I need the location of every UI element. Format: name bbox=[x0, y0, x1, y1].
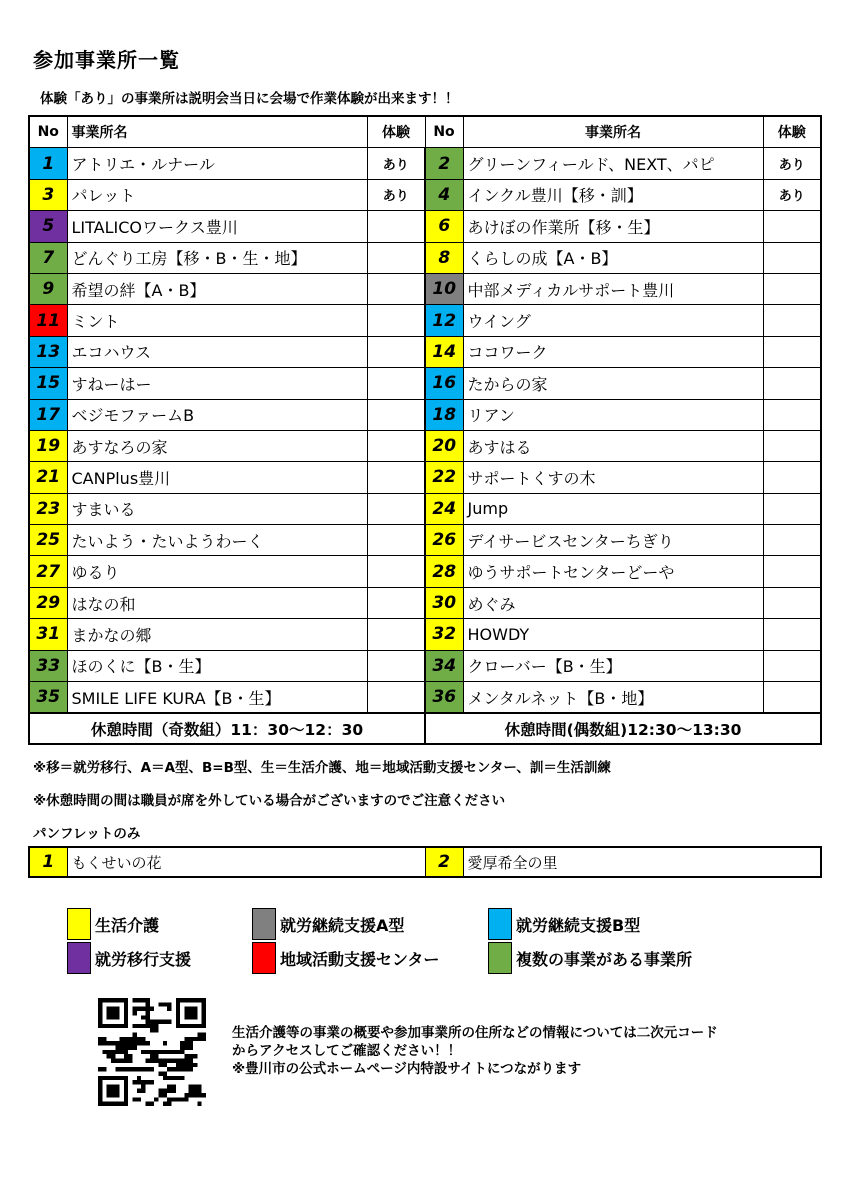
facility-name: CANPlus豊川 bbox=[67, 462, 367, 493]
facility-number: 14 bbox=[425, 336, 463, 367]
facility-name: たいよう・たいようわーく bbox=[67, 525, 367, 556]
facility-name: あけぼの作業所【移・生】 bbox=[463, 211, 763, 242]
facility-name: HOWDY bbox=[463, 619, 763, 650]
facility-name: たからの家 bbox=[463, 368, 763, 399]
facility-name: リアン bbox=[463, 399, 763, 430]
legend-swatch bbox=[488, 942, 512, 974]
experience-flag bbox=[367, 336, 425, 367]
legend-label: 就労継続支援B型 bbox=[516, 915, 641, 935]
experience-flag bbox=[367, 619, 425, 650]
experience-flag bbox=[763, 242, 821, 273]
legend-swatch bbox=[67, 908, 91, 940]
facility-number: 7 bbox=[29, 242, 67, 273]
experience-flag bbox=[367, 556, 425, 587]
facility-name: ベジモファームB bbox=[67, 399, 367, 430]
experience-flag bbox=[763, 368, 821, 399]
legend-item bbox=[488, 908, 640, 940]
pamphlet-number: 1 bbox=[29, 847, 67, 877]
table-row bbox=[29, 211, 821, 242]
pamphlet-table bbox=[28, 846, 822, 878]
break-note: ※休憩時間の間は職員が席を外している場合がございますのでご注意ください bbox=[33, 793, 506, 809]
header-no: No bbox=[425, 116, 463, 148]
facility-number: 8 bbox=[425, 242, 463, 273]
legend-item bbox=[67, 942, 191, 974]
facility-number: 28 bbox=[425, 556, 463, 587]
experience-flag bbox=[367, 525, 425, 556]
legend-swatch bbox=[67, 942, 91, 974]
legend-item bbox=[488, 942, 692, 974]
pamphlet-facility-name: もくせいの花 bbox=[67, 847, 425, 877]
break-time-row bbox=[29, 713, 821, 744]
facility-number: 13 bbox=[29, 336, 67, 367]
facility-name: アトリエ・ルナール bbox=[67, 148, 367, 179]
table-row bbox=[29, 556, 821, 587]
facility-name: どんぐり工房【移・B・生・地】 bbox=[67, 242, 367, 273]
legend-item bbox=[67, 908, 159, 940]
facility-number: 16 bbox=[425, 368, 463, 399]
facility-number: 21 bbox=[29, 462, 67, 493]
experience-flag bbox=[367, 650, 425, 681]
pamphlet-only-title: パンフレットのみ bbox=[33, 826, 141, 842]
pamphlet-facility-name: 愛厚希全の里 bbox=[463, 847, 821, 877]
facility-number: 19 bbox=[29, 430, 67, 461]
facility-number: 26 bbox=[425, 525, 463, 556]
facility-number: 20 bbox=[425, 430, 463, 461]
experience-flag bbox=[367, 305, 425, 336]
facility-number: 31 bbox=[29, 619, 67, 650]
experience-flag bbox=[367, 399, 425, 430]
facility-name: あすはる bbox=[463, 430, 763, 461]
facility-number: 22 bbox=[425, 462, 463, 493]
facility-number: 32 bbox=[425, 619, 463, 650]
legend-label: 生活介護 bbox=[95, 915, 160, 935]
experience-flag bbox=[367, 682, 425, 714]
facility-name: SMILE LIFE KURA【B・生】 bbox=[67, 682, 367, 714]
facility-name: ウイング bbox=[463, 305, 763, 336]
facility-number: 3 bbox=[29, 179, 67, 210]
facility-number: 15 bbox=[29, 368, 67, 399]
experience-flag bbox=[367, 273, 425, 304]
table-row bbox=[29, 179, 821, 210]
facility-name: あすなろの家 bbox=[67, 430, 367, 461]
experience-flag bbox=[367, 368, 425, 399]
facility-number: 34 bbox=[425, 650, 463, 681]
page-title: 参加事業所一覧 bbox=[33, 48, 180, 72]
qr-code-icon[interactable] bbox=[98, 998, 206, 1106]
experience-flag: あり bbox=[763, 179, 821, 210]
abbreviation-note: ※移＝就労移行、A＝A型、B=B型、生＝生活介護、地＝地域活動支援センター、訓＝生活訓練 bbox=[33, 760, 611, 776]
experience-flag bbox=[367, 493, 425, 524]
facility-number: 23 bbox=[29, 493, 67, 524]
facility-name: すねーはー bbox=[67, 368, 367, 399]
info-line: 生活介護等の事業の概要や参加事業所の住所などの情報については二次元コード bbox=[232, 1025, 718, 1041]
experience-flag bbox=[763, 525, 821, 556]
table-row bbox=[29, 368, 821, 399]
info-line: ※豊川市の公式ホームページ内特設サイトにつながります bbox=[232, 1061, 582, 1077]
table-row bbox=[29, 650, 821, 681]
facility-number: 18 bbox=[425, 399, 463, 430]
break-time-even: 休憩時間(偶数組)12:30～13:30 bbox=[425, 713, 821, 744]
facility-number: 1 bbox=[29, 148, 67, 179]
experience-flag bbox=[763, 682, 821, 714]
facility-name: ミント bbox=[67, 305, 367, 336]
legend-swatch bbox=[488, 908, 512, 940]
facility-number: 24 bbox=[425, 493, 463, 524]
legend-label: 複数の事業がある事業所 bbox=[516, 949, 693, 969]
info-text bbox=[232, 1024, 718, 1078]
facility-number: 2 bbox=[425, 148, 463, 179]
facility-name: ゆるり bbox=[67, 556, 367, 587]
facility-number: 35 bbox=[29, 682, 67, 714]
experience-flag bbox=[367, 242, 425, 273]
experience-flag bbox=[763, 587, 821, 618]
facility-number: 17 bbox=[29, 399, 67, 430]
legend-item bbox=[252, 908, 404, 940]
legend-label: 就労継続支援A型 bbox=[280, 915, 405, 935]
facility-name: Jump bbox=[463, 493, 763, 524]
facility-name: くらしの成【A・B】 bbox=[463, 242, 763, 273]
facility-number: 5 bbox=[29, 211, 67, 242]
table-row bbox=[29, 242, 821, 273]
table-row bbox=[29, 399, 821, 430]
facility-name: 中部メディカルサポート豊川 bbox=[463, 273, 763, 304]
table-row bbox=[29, 430, 821, 461]
pamphlet-row bbox=[29, 847, 821, 877]
facility-table bbox=[28, 115, 822, 745]
experience-flag bbox=[367, 587, 425, 618]
facility-number: 25 bbox=[29, 525, 67, 556]
facility-name: インクル豊川【移・訓】 bbox=[463, 179, 763, 210]
facility-number: 29 bbox=[29, 587, 67, 618]
facility-number: 11 bbox=[29, 305, 67, 336]
experience-flag bbox=[763, 211, 821, 242]
experience-flag bbox=[763, 619, 821, 650]
facility-name: グリーンフィールド、NEXT、パピ bbox=[463, 148, 763, 179]
facility-name: パレット bbox=[67, 179, 367, 210]
experience-flag bbox=[763, 650, 821, 681]
table-body bbox=[29, 148, 821, 714]
facility-name: ココワーク bbox=[463, 336, 763, 367]
experience-flag: あり bbox=[367, 179, 425, 210]
legend-label: 地域活動支援センター bbox=[280, 949, 440, 969]
facility-number: 9 bbox=[29, 273, 67, 304]
facility-name: LITALICOワークス豊川 bbox=[67, 211, 367, 242]
table-header-row bbox=[29, 116, 821, 148]
facility-name: ゆうサポートセンターどーや bbox=[463, 556, 763, 587]
legend-swatch bbox=[252, 942, 276, 974]
facility-number: 27 bbox=[29, 556, 67, 587]
experience-flag bbox=[367, 430, 425, 461]
page-subtitle: 体験「あり」の事業所は説明会当日に会場で作業体験が出来ます！！ bbox=[40, 91, 459, 107]
table-row bbox=[29, 336, 821, 367]
facility-name: めぐみ bbox=[463, 587, 763, 618]
experience-flag bbox=[763, 556, 821, 587]
table-row bbox=[29, 525, 821, 556]
experience-flag bbox=[763, 462, 821, 493]
experience-flag bbox=[763, 336, 821, 367]
table-row bbox=[29, 682, 821, 714]
header-name: 事業所名 bbox=[463, 116, 763, 148]
facility-name: 希望の絆【A・B】 bbox=[67, 273, 367, 304]
header-exp: 体験 bbox=[367, 116, 425, 148]
experience-flag: あり bbox=[763, 148, 821, 179]
info-line: からアクセスしてご確認ください！！ bbox=[232, 1043, 462, 1059]
facility-name: メンタルネット【B・地】 bbox=[463, 682, 763, 714]
facility-number: 33 bbox=[29, 650, 67, 681]
experience-flag bbox=[367, 462, 425, 493]
facility-number: 10 bbox=[425, 273, 463, 304]
facility-name: サポートくすの木 bbox=[463, 462, 763, 493]
table-row bbox=[29, 273, 821, 304]
facility-number: 30 bbox=[425, 587, 463, 618]
experience-flag bbox=[763, 273, 821, 304]
experience-flag bbox=[763, 399, 821, 430]
pamphlet-number: 2 bbox=[425, 847, 463, 877]
header-exp: 体験 bbox=[763, 116, 821, 148]
facility-number: 6 bbox=[425, 211, 463, 242]
table-row bbox=[29, 619, 821, 650]
legend-label: 就労移行支援 bbox=[95, 949, 192, 969]
legend-swatch bbox=[252, 908, 276, 940]
table-row bbox=[29, 462, 821, 493]
experience-flag bbox=[367, 211, 425, 242]
legend-item bbox=[252, 942, 439, 974]
facility-number: 4 bbox=[425, 179, 463, 210]
facility-name: まかなの郷 bbox=[67, 619, 367, 650]
experience-flag bbox=[763, 430, 821, 461]
facility-number: 12 bbox=[425, 305, 463, 336]
table-row bbox=[29, 493, 821, 524]
experience-flag: あり bbox=[367, 148, 425, 179]
experience-flag bbox=[763, 493, 821, 524]
header-no: No bbox=[29, 116, 67, 148]
facility-number: 36 bbox=[425, 682, 463, 714]
facility-name: すまいる bbox=[67, 493, 367, 524]
facility-name: はなの和 bbox=[67, 587, 367, 618]
experience-flag bbox=[763, 305, 821, 336]
table-row bbox=[29, 305, 821, 336]
facility-name: デイサービスセンターちぎり bbox=[463, 525, 763, 556]
table-row bbox=[29, 587, 821, 618]
facility-name: クローバー【B・生】 bbox=[463, 650, 763, 681]
facility-name: エコハウス bbox=[67, 336, 367, 367]
table-row bbox=[29, 148, 821, 179]
break-time-odd: 休憩時間（奇数組）11：30～12：30 bbox=[29, 713, 425, 744]
facility-name: ほのくに【B・生】 bbox=[67, 650, 367, 681]
header-name: 事業所名 bbox=[67, 116, 367, 148]
